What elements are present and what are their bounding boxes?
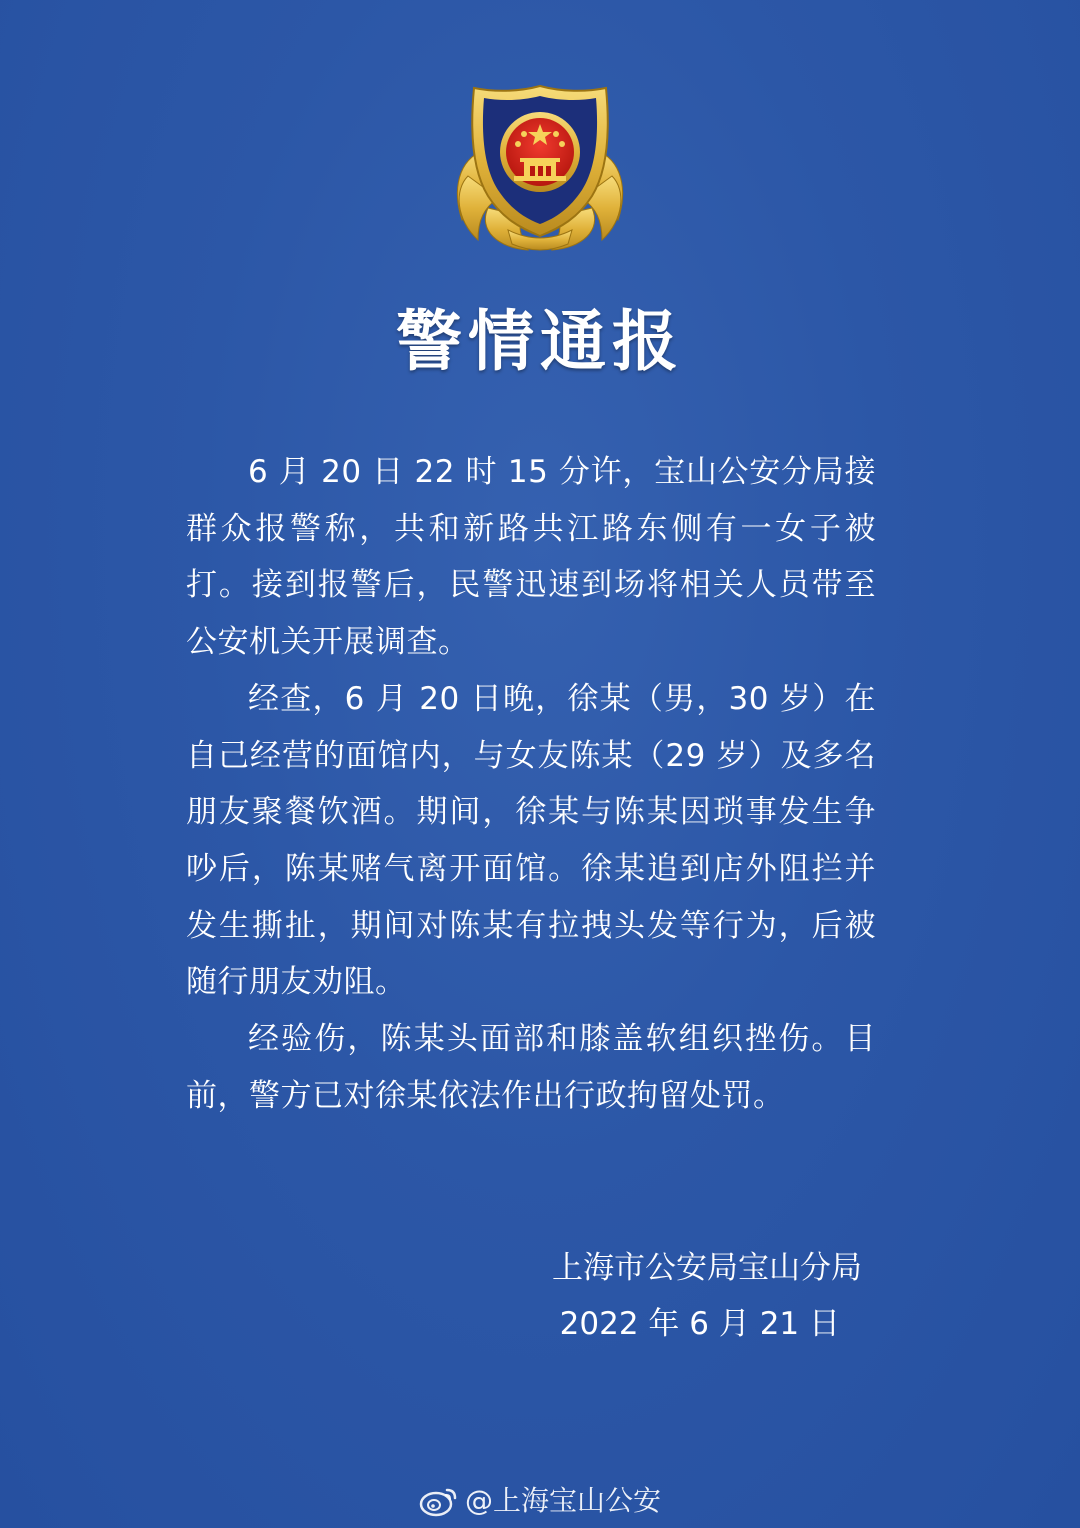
weibo-icon <box>419 1484 459 1518</box>
issue-date: 2022 年 6 月 21 日 <box>559 1306 840 1342</box>
notice-body <box>186 444 876 1124</box>
notice-title: 警情通报 <box>396 303 684 380</box>
signature-block <box>552 1240 862 1352</box>
paragraph-investigation: 经查，6 月 20 日晚，徐某（男，30 岁）在自己经营的面馆内，与女友陈某（29 岁）及多名朋友聚餐饮酒。期间，徐某与陈某因琐事发生争吵后，陈某赌气离开面馆。徐某追到店外阻拦并发生撕扯，期间对陈某有拉拽头发等行为，后被随行朋友劝阻。 <box>186 680 876 1001</box>
issuer-name: 上海市公安局宝山分局 <box>552 1250 862 1286</box>
paragraph-incident-report: 6 月 20 日 22 时 15 分许，宝山公安分局接群众报警称，共和新路共江路东侧有一女子被打。接到报警后，民警迅速到场将相关人员带至公安机关开展调查。 <box>186 454 876 661</box>
weibo-handle: @上海宝山公安 <box>464 1484 661 1517</box>
police-emblem-icon <box>448 80 632 258</box>
paragraph-outcome: 经验伤，陈某头面部和膝盖软组织挫伤。目前，警方已对徐某依法作出行政拘留处罚。 <box>186 1021 876 1114</box>
weibo-watermark <box>0 1478 1080 1523</box>
